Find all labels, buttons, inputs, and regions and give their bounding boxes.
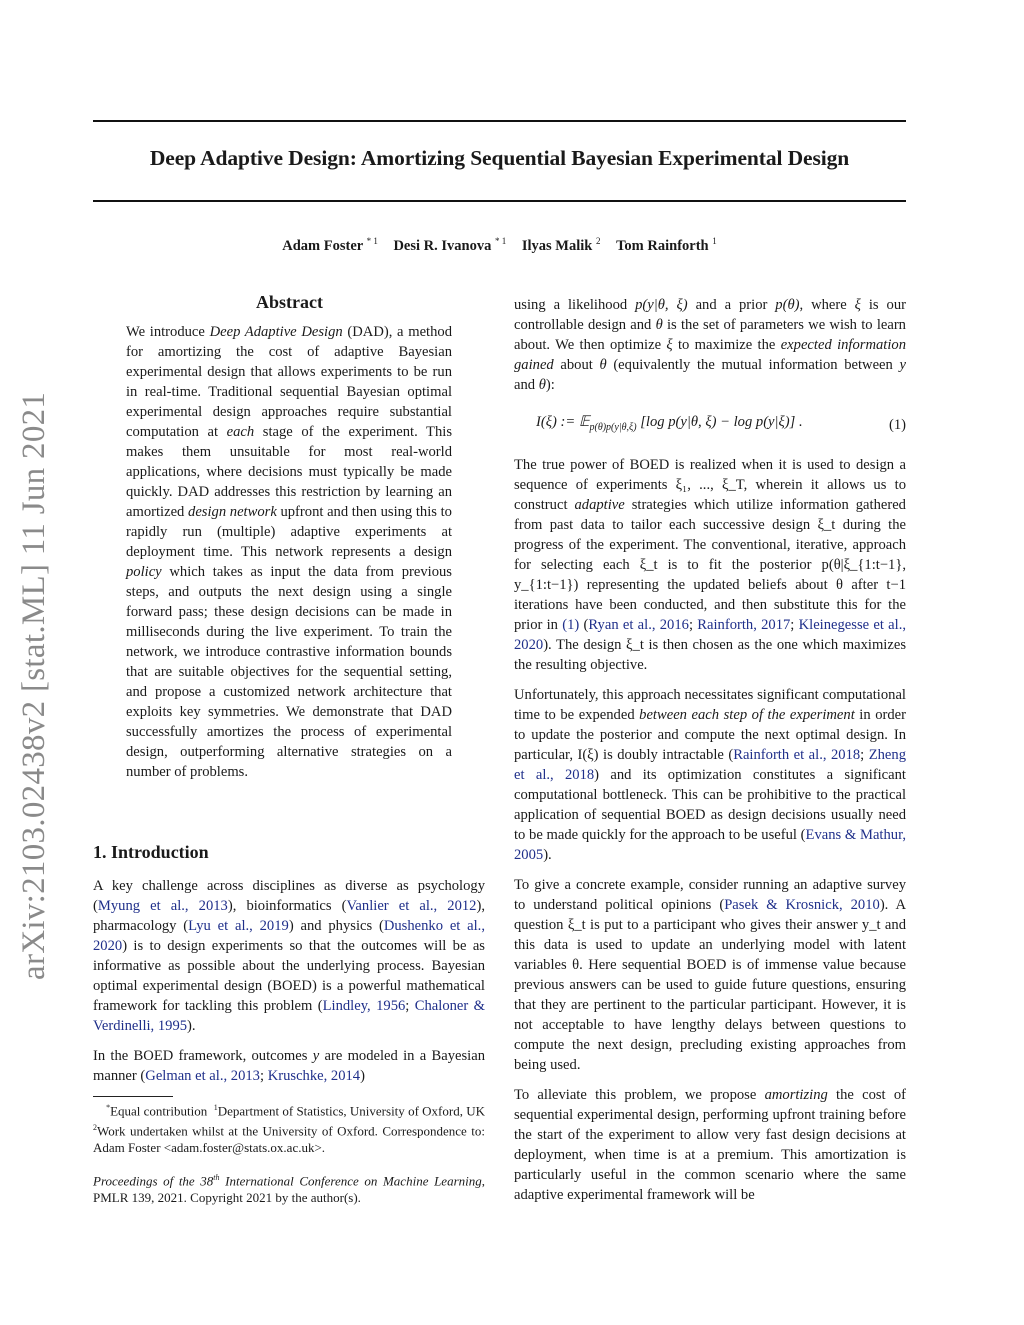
citation-link[interactable]: Zheng et al., 2018 [514, 747, 907, 783]
citation-link[interactable]: Evans & Mathur, 2005 [514, 827, 907, 863]
author [393, 238, 506, 254]
affiliation-footnote [93, 1100, 485, 1156]
emphasis: each [226, 424, 255, 440]
text: To give a concrete example, consider running an adaptive survey to understand political opinions ( [514, 877, 906, 913]
citation-link[interactable]: Kruschke, 2014 [267, 1068, 361, 1084]
text: ; [688, 617, 698, 633]
text: ). [543, 847, 552, 863]
footnote-mark: 1 [213, 1103, 218, 1112]
author-list [93, 236, 906, 255]
math-symbol: y [312, 1048, 320, 1064]
author-affiliation-mark: 2 [595, 236, 601, 246]
text: The true power of BOED is realized when it is used to design a sequence of experiments ξ₁, ..., ξ_T, wherein it allows us to construct [514, 457, 906, 513]
citation-link[interactable]: Chaloner & Verdinelli, 1995 [93, 998, 485, 1034]
text: ; [259, 1068, 268, 1084]
emphasis: Deep Adaptive Design [209, 324, 343, 340]
citation-link[interactable]: Kleinegesse et al., 2020 [514, 617, 906, 653]
citation-link[interactable]: Gelman et al., 2013 [145, 1068, 260, 1084]
abstract-heading: Abstract [256, 292, 323, 312]
text: about [553, 357, 600, 373]
intro-paragraph-1 [93, 876, 485, 1036]
text: upfront and then using this to rapidly run (multiple) adaptive experiments at deployment time. This network represents a design [126, 504, 452, 560]
author-name: Adam Foster [282, 237, 363, 254]
footnote-mark: 2 [93, 1122, 97, 1132]
right-paragraph-1 [514, 295, 906, 395]
text: in order to update the posterior and compute the next optimal design. In particular, I(ξ) is doubly intractable ( [514, 707, 906, 763]
author [616, 238, 717, 254]
citation-link[interactable]: Lindley, 1956 [322, 998, 406, 1014]
math-symbol: θ [599, 357, 607, 373]
title-rule-bottom [93, 200, 906, 202]
text: is the set of parameters we wish to learn about. We then optimize [514, 317, 906, 353]
text: Equal contribution [110, 1103, 208, 1119]
equation-1 [514, 395, 906, 445]
author-name: Ilyas Malik [521, 237, 593, 254]
equation-subscript: p(θ)p(y|θ,ξ) [589, 421, 637, 433]
emphasis: amortizing [764, 1087, 828, 1103]
emphasis: International Conference on Machine Learning [219, 1173, 482, 1189]
right-paragraph-3 [514, 685, 906, 865]
paragraph-gap [514, 865, 906, 875]
text: ): [545, 377, 555, 393]
author [282, 238, 378, 254]
text: ; [790, 617, 799, 633]
math-symbol: p(θ) [775, 297, 800, 313]
footnote-mark: * [106, 1103, 111, 1112]
author-name: Desi R. Ivanova [393, 237, 492, 254]
text: A key challenge across disciplines as diverse as psychology ( [93, 878, 485, 914]
math-symbol: ξ [666, 337, 673, 353]
text: ( [579, 617, 589, 633]
author [522, 238, 601, 254]
paragraph-gap [93, 1036, 485, 1046]
equation-rhs: [log p(y|θ, ξ) − log p(y|ξ)] . [636, 414, 803, 431]
citation-link[interactable]: Ryan et al., 2016 [588, 617, 689, 633]
right-paragraph-4 [514, 875, 906, 1075]
math-symbol: θ [538, 377, 546, 393]
text: ) [360, 1068, 365, 1084]
right-paragraph-2 [514, 455, 906, 675]
math-symbol: p(y|θ, ξ) [635, 297, 688, 313]
text: strategies which utilize information gathered from past data to tailor each successive design ξ_t during the progress of the experiment. The conventional, iterative, approach for selecting each ξ_t is to fit the posterior p(θ|ξ_{1:t−1}, y_{1:t−1}) representing the updated beliefs about θ after t−1 iterations have been conducted, and then substitute this for the prior in [514, 497, 906, 633]
text: Department of Statistics, University of Oxford, UK [217, 1103, 485, 1119]
math-symbol: ξ [854, 297, 861, 313]
abstract-paragraph [126, 322, 452, 782]
text: are modeled in a Bayesian manner ( [93, 1048, 485, 1084]
citation-link[interactable]: Pasek & Krosnick, 2010 [724, 897, 880, 913]
equation-body [536, 412, 803, 438]
math-symbol: θ [655, 317, 663, 333]
text: using a likelihood [514, 297, 636, 313]
right-paragraph-5 [514, 1085, 906, 1205]
text: ), bioinformatics ( [227, 898, 347, 914]
paper-title: Deep Adaptive Design: Amortizing Sequential Bayesian Experimental Design [149, 146, 850, 170]
citation-link[interactable]: Dushenko et al., 2020 [93, 918, 485, 954]
text: ). [187, 1018, 196, 1034]
introduction-body [93, 876, 485, 1086]
arxiv-stamp: arXiv:2103.02438v2 [stat.ML] 11 Jun 2021 [16, 391, 52, 980]
text: Work undertaken whilst at the University of Oxford. Correspondence to: Adam Foster <adam.foster@stats.ox.ac.uk>. [93, 1123, 485, 1155]
emphasis: Proceedings of the 38 [93, 1173, 214, 1189]
text: Unfortunately, this approach necessitates significant computational time to be expended [514, 687, 906, 723]
citation-link[interactable]: Myung et al., 2013 [97, 898, 228, 914]
author-name: Tom Rainforth [616, 237, 709, 254]
text: ) and physics ( [288, 918, 384, 934]
emphasis: policy [126, 564, 162, 580]
text: (equivalently the mutual information between [606, 357, 900, 373]
equation-lhs: I(ξ) := 𝔼 [536, 414, 590, 431]
section-heading-introduction: 1. Introduction [93, 842, 209, 862]
emphasis: expected information gained [514, 337, 906, 373]
text: ; [860, 747, 869, 763]
paragraph-gap [514, 445, 906, 455]
text: ). The design ξ_t is then chosen as the one which maximizes the resulting objective. [514, 637, 906, 673]
text: , where [799, 297, 855, 313]
text: ) and its optimization constitutes a significant computational bottleneck. This can be prohibitive to the practical application of sequential BOED as design decisions usually need to be made quickly for the approach to be useful ( [514, 767, 906, 843]
citation-link[interactable]: Rainforth, 2017 [697, 617, 791, 633]
emphasis: design network [188, 504, 277, 520]
text: the cost of sequential experimental design, performing upfront training before the start of the experiment to allow very fast design decisions at deployment, when time is at a premium. This amortization is particularly useful in the common scenario where the same adaptive experimental framework will be [514, 1087, 906, 1203]
citation-link[interactable]: Rainforth et al., 2018 [733, 747, 861, 763]
footnote-rule [93, 1096, 173, 1097]
text: ). A question ξ_t is put to a participant who gives their answer y_t and this data is used to update an underlying model with latent variables θ. Here sequential BOED is of immense value because previous answers can be used to guide future questions, ensuring that they are pertinent to the particular participant. However, it is not acceptable to have lengthy delays between questions to compute the next design, precluding existing approaches from being used. [514, 897, 907, 1073]
footnotes [93, 1100, 485, 1206]
text: which takes as input the data from previous steps, and outputs the next design using a single forward pass; these design decisions can be made in milliseconds during the live experiment. To train the network, we introduce contrastive information bounds that are suitable objectives for the sequential setting, and propose a customized network architecture that exploits key symmetries. We demonstrate that DAD successfully amortizes the process of experimental design, outperforming alternative strategies on a number of problems. [126, 564, 452, 780]
author-affiliation-mark: * 1 [494, 236, 507, 246]
text: In the BOED framework, outcomes [93, 1048, 313, 1064]
author-affiliation-mark: * 1 [366, 236, 378, 246]
paragraph-gap [514, 675, 906, 685]
text: (DAD), a method for amortizing the cost of adaptive Bayesian experimental design that allows experiments to be run in real-time. Traditional sequential Bayesian optimal experimental design approaches require substantial computation at [126, 324, 452, 440]
math-symbol: y [899, 357, 906, 373]
proceedings-note [93, 1170, 485, 1206]
emphasis: th [213, 1173, 220, 1183]
title-rule-top [93, 120, 906, 122]
text: , PMLR 139, 2021. Copyright 2021 by the author(s). [93, 1173, 485, 1205]
citation-link[interactable]: Vanlier et al., 2012 [346, 898, 477, 914]
text: and [514, 377, 539, 393]
equation-number: (1) [888, 417, 906, 433]
text: ) is to design experiments so that the outcomes will be as informative as possible about the underlying process. Bayesian optimal experimental design (BOED) is a powerful mathematical framework for tackling this problem ( [93, 938, 485, 1014]
text: To alleviate this problem, we propose [514, 1087, 765, 1103]
author-affiliation-mark: 1 [712, 236, 717, 246]
emphasis: between each step of the experiment [639, 707, 855, 723]
text: We introduce [126, 324, 210, 340]
text: and a prior [687, 297, 776, 313]
text: stage of the experiment. This makes them unsuitable for most real-world applications, where decisions must typically be made quickly. DAD addresses this restriction by learning an amortized [126, 424, 452, 520]
text: ), pharmacology ( [93, 898, 485, 934]
equation-reference-link[interactable]: (1) [562, 617, 580, 633]
emphasis: adaptive [574, 497, 625, 513]
right-column [514, 295, 906, 1205]
paragraph-gap [514, 1075, 906, 1085]
abstract-body [126, 322, 452, 782]
citation-link[interactable]: Lyu et al., 2019 [188, 918, 289, 934]
text: is our controllable design and [514, 297, 906, 333]
intro-paragraph-2 [93, 1046, 485, 1086]
text: ; [405, 998, 415, 1014]
text: to maximize the [672, 337, 781, 353]
